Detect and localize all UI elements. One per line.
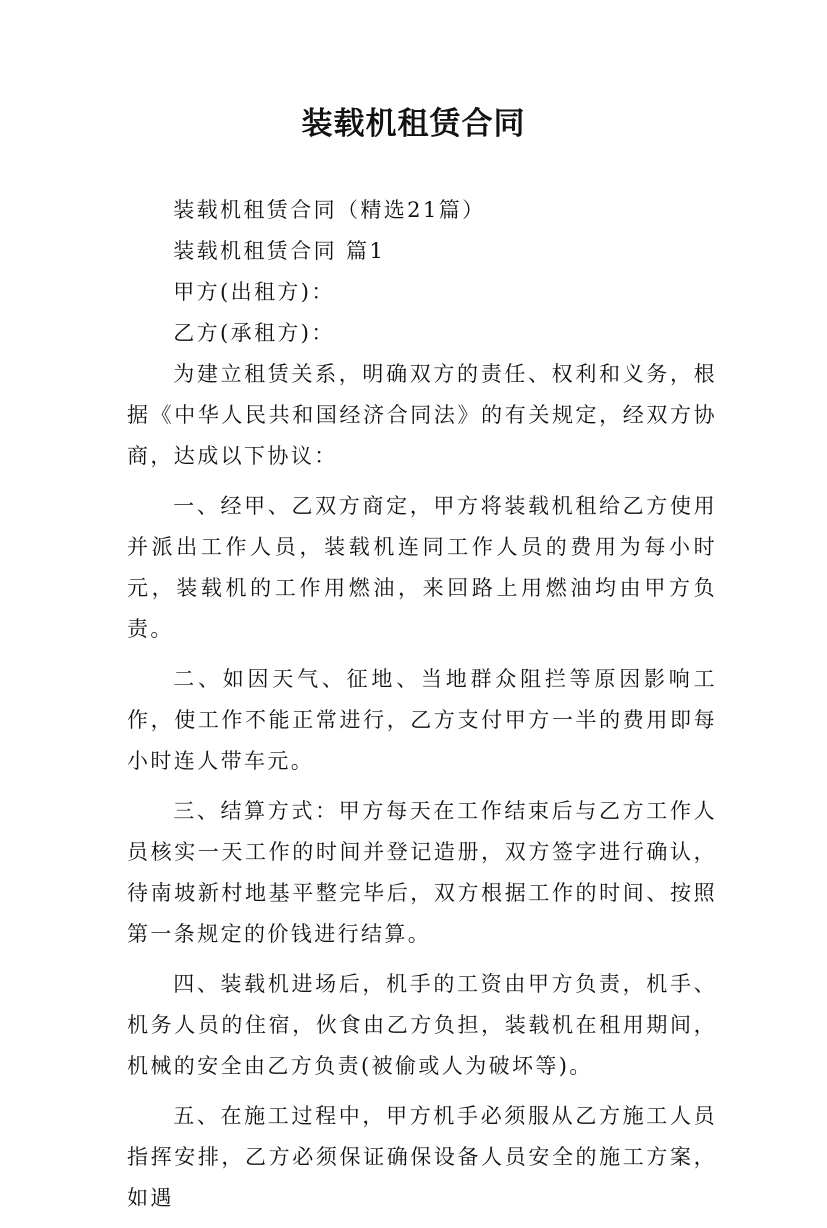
intro-paragraph: 为建立租赁关系，明确双方的责任、权利和义务，根据《中华人民共和国经济合同法》的有关规定，经双方协商，达成以下协议： (127, 362, 717, 468)
clause-2: 二、如因天气、征地、当地群众阻拦等原因影响工作，使工作不能正常进行，乙方支付甲方一半的费用即每小时连人带车元。 (127, 667, 717, 773)
heading-line: 装载机租赁合同（精选21篇） (173, 198, 486, 222)
document-title: 装载机租赁合同 (301, 106, 526, 142)
clause-1: 一、经甲、乙双方商定，甲方将装载机租给乙方使用并派出工作人员，装载机连同工作人员的费用为每小时元，装载机的工作用燃油，来回路上用燃油均由甲方负责。 (127, 494, 717, 641)
clause-5: 五、在施工过程中，甲方机手必须服从乙方施工人员指挥安排，乙方必须保证确保设备人员安全的施工方案，如遇 (127, 1104, 717, 1210)
party-a-line: 甲方(出租方)： (173, 280, 335, 304)
section-title: 装载机租赁合同 篇1 (173, 239, 386, 263)
document-body (127, 190, 717, 1228)
party-b-line: 乙方(承租方)： (173, 321, 335, 345)
clause-4: 四、装载机进场后，机手的工资由甲方负责，机手、机务人员的住宿，伙食由乙方负担，装载机在租用期间，机械的安全由乙方负责(被偷或人为破坏等)。 (127, 972, 717, 1078)
clause-3: 三、结算方式：甲方每天在工作结束后与乙方工作人员核实一天工作的时间并登记造册，双方签字进行确认，待南坡新村地基平整完毕后，双方根据工作的时间、按照第一条规定的价钱进行结算。 (127, 799, 717, 946)
